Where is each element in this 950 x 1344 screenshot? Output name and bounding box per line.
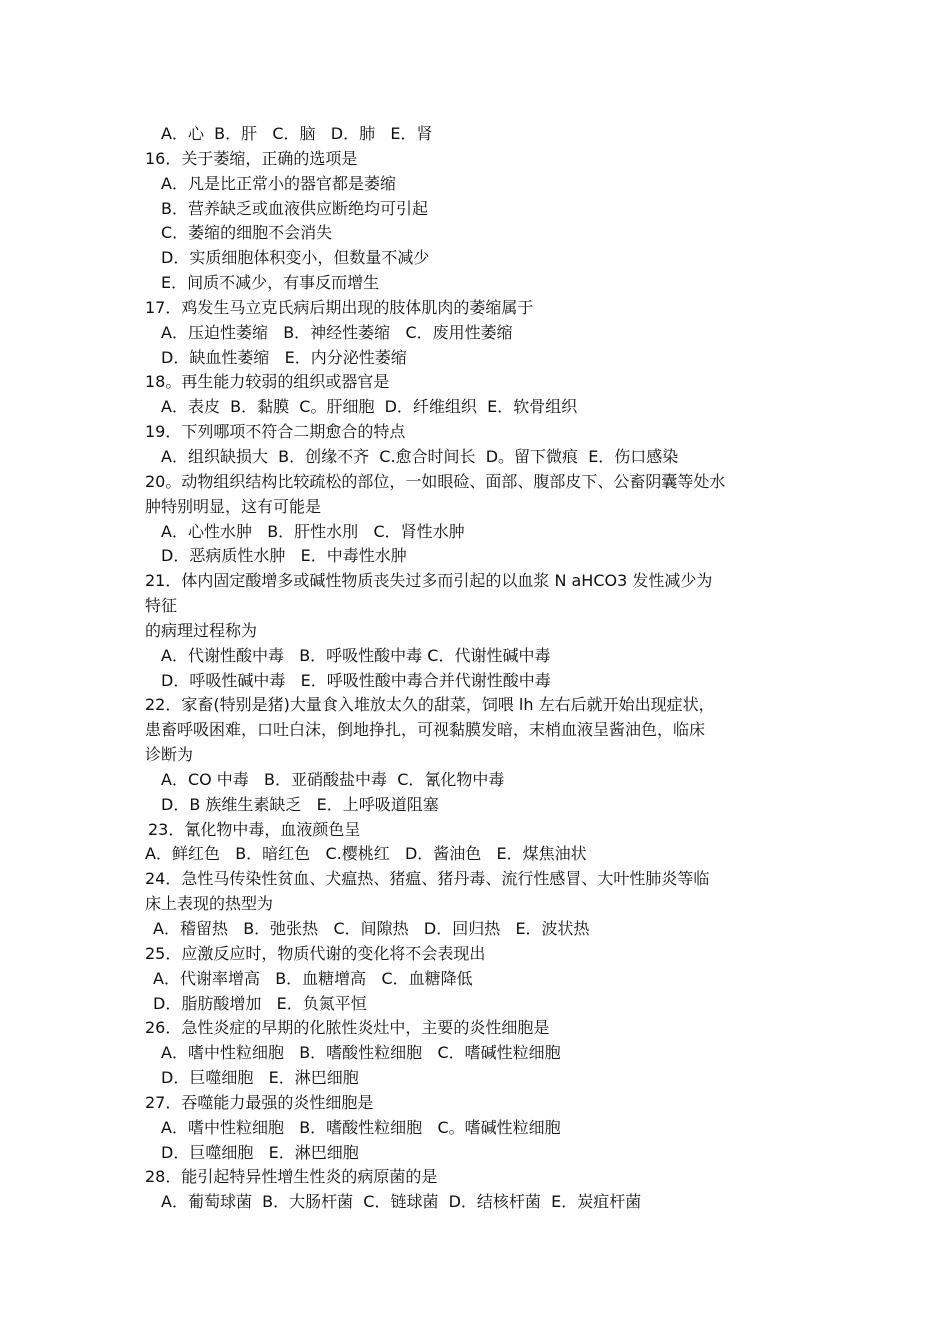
question-line: 23．氰化物中毒，血液颜色呈 [148, 819, 361, 839]
option-line: D．实质细胞体积变小，但数量不减少 [161, 248, 430, 268]
option-line: A．嗜中性粒细胞 B．嗜酸性粒细胞 C．嗜碱性粒细胞 [161, 1043, 561, 1063]
question-line: 19．下列哪项不符合二期愈合的特点 [145, 422, 406, 442]
option-line: D．恶病质性水肿 E．中毒性水肿 [161, 546, 407, 566]
option-line: D．脂肪酸增加 E．负氮平恒 [153, 993, 367, 1013]
option-line: A．组织缺损大 B．创缘不齐 C.愈合时间长 D。留下微痕 E．伤口感染 [161, 446, 679, 466]
document-body [0, 122, 950, 1215]
option-line: D．缺血性萎缩 E．内分泌性萎缩 [161, 347, 407, 367]
question-line: 的病理过程称为 [145, 620, 258, 640]
question-line: 诊断为 [145, 745, 194, 765]
option-line: D．B 族维生素缺乏 E．上呼吸道阻塞 [161, 794, 439, 814]
option-line: A．表皮 B．黏膜 C。肝细胞 D．纤维组织 E．软骨组织 [161, 397, 578, 417]
option-line: A．心性水肿 B．肝性水刖 C．肾性水肿 [161, 521, 465, 541]
option-line: E．间质不减少，有事反而增生 [161, 273, 380, 293]
option-line: A．CO 中毒 B．亚硝酸盐中毒 C．氰化物中毒 [161, 769, 505, 789]
option-line: D．巨噬细胞 E．淋巴细胞 [161, 1142, 359, 1162]
option-line: A．压迫性萎缩 B．神经性萎缩 C．废用性萎缩 [161, 322, 513, 342]
question-line: 特征 [145, 596, 178, 616]
question-line: 18。再生能力较弱的组织或器官是 [145, 372, 390, 392]
option-line: B．营养缺乏或血液供应断绝均可引起 [161, 198, 428, 218]
question-line: 20。动物组织结构比较疏松的部位，一如眼硷、面部、腹部皮下、公畜阴囊等处水 [145, 471, 726, 491]
question-line: 21．体内固定酸增多或碱性物质丧失过多而引起的以血浆 N aHCO3 发性减少为 [145, 571, 713, 591]
question-line: 28．能引起特异性增生性炎的病原菌的是 [145, 1167, 438, 1187]
option-line: A．嗜中性粒细胞 B．嗜酸性粒细胞 C。嗜碱性粒细胞 [161, 1117, 561, 1137]
question-line: 27．吞噬能力最强的炎性细胞是 [145, 1092, 374, 1112]
question-line: 25．应激反应时，物质代谢的变化将不会表现出 [145, 943, 486, 963]
question-line: 16．关于萎缩，正确的选项是 [145, 148, 358, 168]
option-line: D．呼吸性碱中毒 E．呼吸性酸中毒合并代谢性酸中毒 [161, 670, 551, 690]
option-line: A．凡是比正常小的器官都是萎缩 [161, 173, 396, 193]
option-line: A．心 B．肝 C．脑 D．肺 E．肾 [161, 124, 433, 143]
option-line: A．稽留热 B．弛张热 C．间隙热 D．回归热 E．波状热 [153, 919, 590, 938]
option-line: A．代谢率增高 B．血糖增高 C．血糖降低 [153, 968, 473, 988]
question-line: 肿特别明显，这有可能是 [145, 496, 322, 516]
option-line: A．代谢性酸中毒 B．呼吸性酸中毒 C．代谢性碱中毒 [161, 645, 551, 665]
question-line: 床上表现的热型为 [145, 894, 274, 914]
option-line: D．巨噬细胞 E．淋巴细胞 [161, 1068, 359, 1088]
question-line: A．鲜红色 B．暗红色 C.樱桃红 D．酱油色 E．煤焦油状 [145, 844, 587, 864]
question-line: 22．家畜(特别是猪)大量食入堆放太久的甜菜，饲喂 lh 左右后就开始出现症状， [145, 695, 715, 715]
question-line: 26．急性炎症的早期的化脓性炎灶中，主要的炎性细胞是 [145, 1018, 550, 1038]
question-line: 24．急性马传染性贫血、犬瘟热、猪瘟、猪丹毒、流行性感冒、大叶性肺炎等临 [145, 869, 710, 889]
question-line: 患畜呼吸困难，口吐白沫，倒地挣扎，可视黏膜发暗，末梢血液呈酱油色，临床 [145, 720, 706, 740]
question-line: 17．鸡发生马立克氏病后期出现的肢体肌肉的萎缩属于 [145, 297, 534, 317]
option-line: C．萎缩的细胞不会消失 [161, 223, 333, 243]
option-line: A．葡萄球菌 B．大肠杆菌 C．链球菌 D．结核杆菌 E．炭疽杆菌 [161, 1192, 642, 1212]
